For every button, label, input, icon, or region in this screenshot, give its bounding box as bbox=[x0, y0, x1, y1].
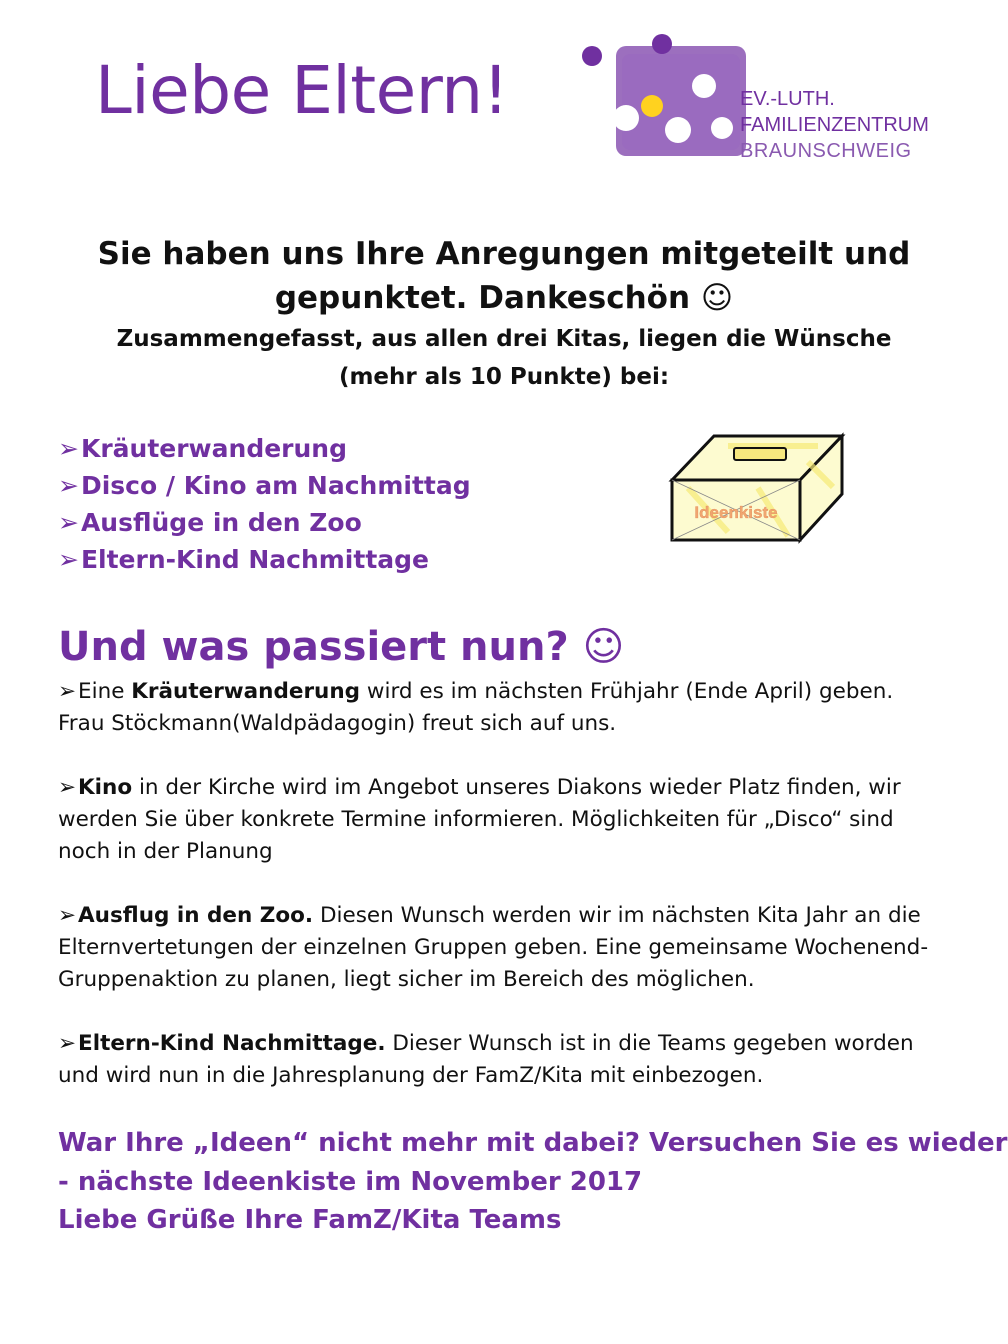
bold-term: Kräuterwanderung bbox=[131, 679, 361, 704]
text: wird es im nächsten Frühjahr (Ende April) geben. bbox=[360, 679, 894, 704]
bold-term: Ausflug in den Zoo. bbox=[78, 903, 314, 928]
bold-term: Eltern-Kind Nachmittage. bbox=[78, 1031, 386, 1056]
paragraph-eltern-kind bbox=[58, 1028, 938, 1092]
arrow-bullet-icon: ➢ bbox=[58, 903, 77, 928]
wish-label: Eltern-Kind Nachmittage bbox=[80, 545, 429, 574]
text: in der Kirche wird im Angebot unseres Diakons wieder Platz finden, wir werden Sie über konkrete Termine informieren. Möglichkeiten für „Disco“ sind noch in der Planung bbox=[58, 775, 901, 864]
arrow-bullet-icon: ➢ bbox=[58, 545, 79, 574]
arrow-bullet-icon: ➢ bbox=[58, 471, 79, 500]
closing-line-2: - nächste Ideenkiste im November 2017 bbox=[58, 1166, 643, 1197]
bold-term: Kino bbox=[78, 775, 133, 800]
body-text bbox=[58, 676, 938, 1124]
intro-text bbox=[0, 232, 1008, 396]
closing-line-1: War Ihre „Ideen“ nicht mehr mit dabei? Versuchen Sie es wieder bbox=[58, 1128, 1008, 1158]
text: Diesen Wunsch werden wir im nächsten Kita Jahr an die Elternvertetungen der einzelnen Gruppen geben. Eine gemeinsame Wochenend-Gruppenaktion zu planen, liegt sicher im Bereich des möglichen. bbox=[58, 903, 929, 992]
logo-dot bbox=[665, 117, 691, 143]
paragraph-zoo bbox=[58, 900, 938, 996]
wish-item bbox=[58, 541, 471, 578]
paragraph-kino bbox=[58, 772, 938, 868]
closing-line-3: Liebe Grüße Ihre FamZ/Kita Teams bbox=[58, 1205, 562, 1235]
logo-line-2: FAMILIENZENTRUM bbox=[740, 114, 929, 136]
arrow-bullet-icon: ➢ bbox=[58, 508, 79, 537]
logo-dot bbox=[641, 95, 663, 117]
wish-label: Kräuterwanderung bbox=[80, 434, 347, 463]
arrow-bullet-icon: ➢ bbox=[58, 679, 77, 704]
wish-item bbox=[58, 504, 471, 541]
logo-line-3: BRAUNSCHWEIG bbox=[740, 140, 912, 162]
box-slot bbox=[734, 448, 786, 460]
intro-line-3: Zusammengefasst, aus allen drei Kitas, liegen die Wünsche bbox=[116, 326, 892, 352]
wish-list bbox=[58, 430, 471, 578]
intro-line-4: (mehr als 10 Punkte) bei: bbox=[338, 364, 670, 390]
logo-dot bbox=[711, 117, 733, 139]
wish-label: Disco / Kino am Nachmittag bbox=[80, 471, 471, 500]
logo-dot bbox=[692, 74, 716, 98]
wish-item bbox=[58, 467, 471, 504]
intro-line-1: Sie haben uns Ihre Anregungen mitgeteilt und bbox=[97, 236, 911, 272]
section-title: Und was passiert nun? ☺ bbox=[58, 624, 625, 670]
logo-line-1: EV.-LUTH. bbox=[740, 88, 835, 110]
logo-dot bbox=[613, 105, 639, 131]
paragraph-kraeuter bbox=[58, 676, 938, 740]
page-title: Liebe Eltern! bbox=[95, 52, 509, 129]
closing-text bbox=[58, 1124, 1007, 1240]
text: Dieser Wunsch ist in die Teams gegeben worden und wird nun in die Jahresplanung der FamZ/Kita mit einbezogen. bbox=[58, 1031, 914, 1088]
arrow-bullet-icon: ➢ bbox=[58, 775, 77, 800]
wish-item bbox=[58, 430, 471, 467]
logo-text bbox=[740, 86, 929, 164]
arrow-bullet-icon: ➢ bbox=[58, 434, 79, 463]
text: Frau Stöckmann(Waldpädagogin) freut sich auf uns. bbox=[58, 711, 617, 736]
text: Eine bbox=[78, 679, 132, 704]
arrow-bullet-icon: ➢ bbox=[58, 1031, 77, 1056]
wish-label: Ausflüge in den Zoo bbox=[80, 508, 362, 537]
intro-line-2: gepunktet. Dankeschön ☺ bbox=[274, 280, 734, 316]
idea-box-icon bbox=[668, 432, 846, 544]
logo-dot bbox=[582, 46, 602, 66]
logo-dot bbox=[652, 34, 672, 54]
idea-box-label: Ideenkiste bbox=[694, 503, 778, 522]
